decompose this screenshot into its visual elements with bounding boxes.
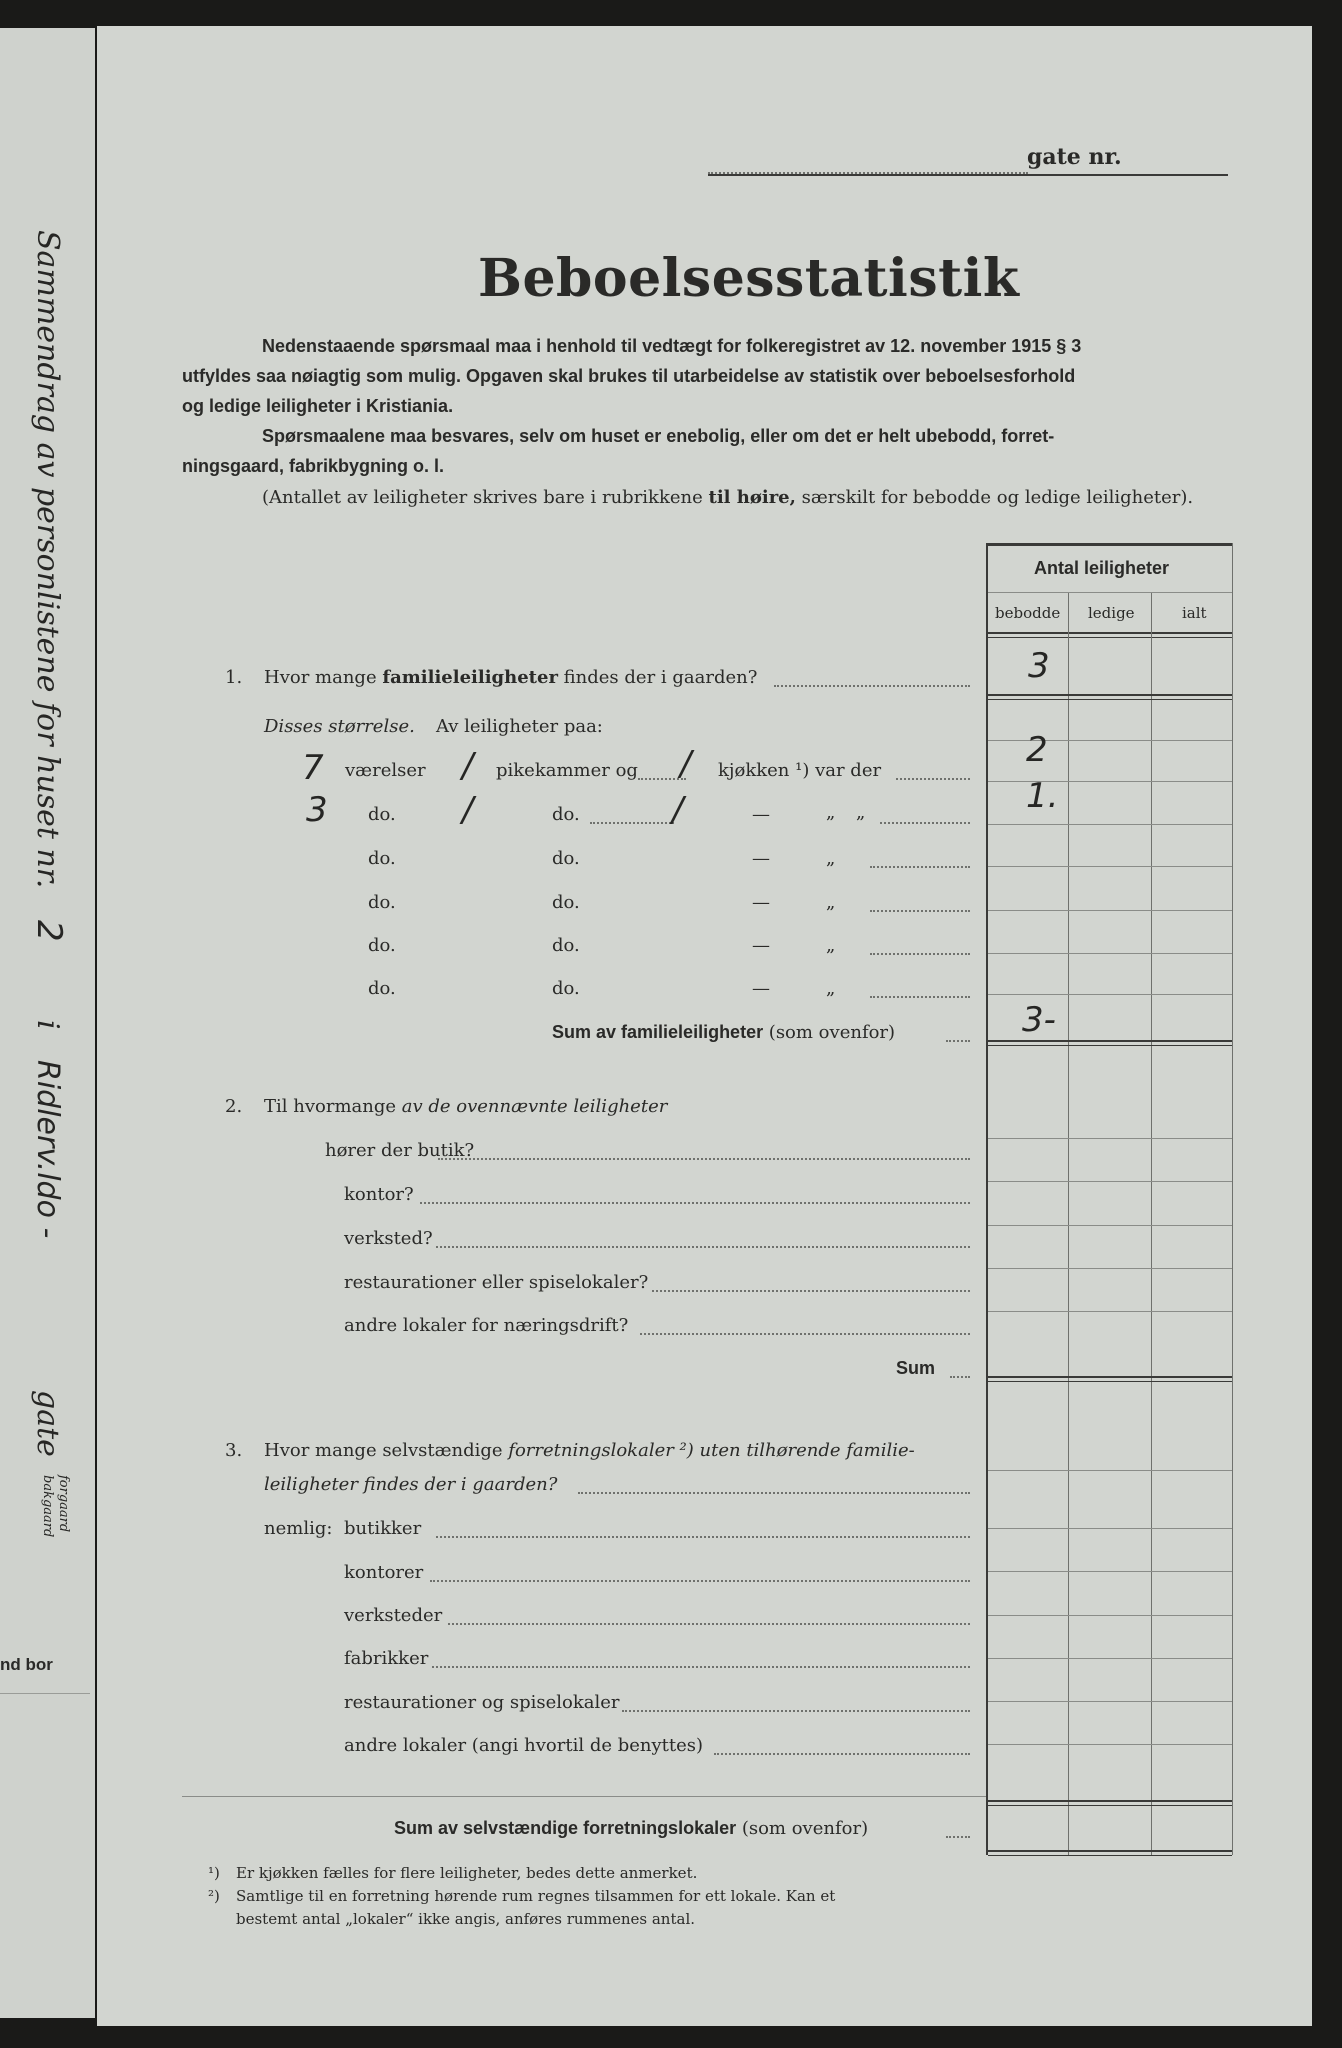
q1-text: [264, 667, 757, 688]
q1-number: 1.: [225, 667, 243, 688]
table-row-rule: [988, 1268, 1232, 1269]
q1-sum-a: Sum av familieleiligheter: [552, 1022, 764, 1042]
table-colhead-rule2: [988, 637, 1232, 638]
q2-number: 2.: [225, 1096, 243, 1117]
q1-empty-row-comma: „: [826, 892, 836, 913]
q3-item-restaurationer: restaurationer og spiselokaler: [344, 1692, 620, 1713]
table-row-rule: [988, 1311, 1232, 1312]
intro-p2-line1: Spørsmaalene maa besvares, selv om huset er enebolig, eller om det er helt ubebodd, forret-: [262, 426, 1055, 446]
q1-row1-hw-pike: /: [462, 746, 474, 786]
intro-p3: [262, 487, 1193, 508]
table-row-rule: [988, 740, 1232, 741]
q2-item-andre-dots: [640, 1333, 970, 1335]
table-row-rule: [988, 1528, 1232, 1529]
q2-item-restaurationer: restaurationer eller spiselokaler?: [344, 1272, 649, 1293]
q3-sum-separator: [182, 1796, 986, 1797]
q1-row2-comma: „: [826, 802, 836, 823]
q1-sizes-text: Av leiligheter paa:: [436, 716, 603, 737]
col-ialt: ialt: [1182, 604, 1207, 622]
table-row-rule: [988, 1138, 1232, 1139]
q1-row2-hw-pike: /: [462, 790, 474, 830]
q3-item-andre-dots: [714, 1753, 970, 1755]
intro-p3-a: (Antallet av leiligheter skrives bare i rubrikkene: [262, 487, 709, 508]
q1-empty-row-do-2: do.: [552, 935, 580, 956]
q3-text-line2: leiligheter findes der i gaarden?: [264, 1474, 558, 1495]
q2-item-butik: hører der butik?: [325, 1140, 475, 1161]
table-colhead-rule1: [988, 632, 1232, 634]
q1-sum-b: (som ovenfor): [763, 1022, 896, 1043]
table-double-rule: [988, 694, 1232, 696]
table-right-rule: [1232, 543, 1233, 1855]
side-caption-forgaard: forgaard: [56, 1475, 71, 1533]
q3-item-andre: andre lokaler (angi hvortil de benyttes): [344, 1735, 704, 1756]
footnote-2-marker: ²): [208, 1887, 220, 1905]
q2-text-a: Til hvormange: [264, 1096, 402, 1117]
q2-sum-dots: [950, 1376, 970, 1378]
q3-item-restaurationer-dots: [622, 1710, 970, 1712]
intro-p1-line1: Nedenstaaende spørsmaal maa i henhold til vedtægt for folkeregistret av 12. november 1915 § 3: [262, 336, 1082, 356]
q1-empty-row-dash: —: [752, 978, 770, 999]
side-caption-text: Sammendrag av personlistene for huset nr.: [30, 230, 65, 889]
q1-row1-dots-b: [896, 778, 970, 780]
q1-text-c: findes der i gaarden?: [557, 667, 758, 688]
q1-empty-row-dash: —: [752, 935, 770, 956]
q1-text-b: familieleiligheter: [382, 667, 558, 688]
q1-row1-hw-vaerelser: 7: [302, 748, 324, 788]
footnote-1-marker: ¹): [208, 1864, 220, 1882]
side-caption-svg: [28, 230, 71, 1630]
q2-text-b: av de ovennævnte leiligheter: [401, 1096, 668, 1117]
table-double-rule: [988, 699, 1232, 700]
q1-row2-dash: —: [752, 804, 770, 825]
q1-row1-kjokken: kjøkken ¹) var der: [718, 760, 882, 781]
q2-item-verksted-dots: [436, 1246, 970, 1248]
q1-row2-hw-bebodde: 1.: [1026, 776, 1059, 816]
footnote-2-line2: bestemt antal „lokaler“ ikke angis, anføres rummenes antal.: [236, 1910, 696, 1928]
side-caption-i: i: [30, 1020, 65, 1030]
col-sep-1: [1068, 593, 1069, 1855]
q1-empty-row-do-1: do.: [368, 978, 396, 999]
q1-empty-row-do-1: do.: [368, 892, 396, 913]
q2-item-restaurationer-dots: [652, 1290, 970, 1292]
side-caption: [28, 230, 71, 1630]
q1-hw-sum: 3-: [1022, 1000, 1056, 1040]
q1-sum: [552, 1022, 895, 1043]
table-row-rule: [988, 824, 1232, 825]
q1-row1-vaerelser: værelser: [345, 760, 426, 781]
table-row-rule: [988, 866, 1232, 867]
q3-number: 3.: [225, 1440, 243, 1461]
q3-item-kontorer: kontorer: [344, 1562, 424, 1583]
q1-row2-comma-b: „: [856, 802, 866, 823]
q3-item-kontorer-dots: [430, 1580, 970, 1582]
q3-item-verksteder: verksteder: [344, 1605, 443, 1626]
footnote-2-line1: Samtlige til en forretning hørende rum regnes tilsammen for ett lokale. Kan et: [236, 1887, 836, 1905]
q1-sizes-label: Disses størrelse.: [264, 716, 415, 737]
q3-item-butikker: butikker: [344, 1518, 422, 1539]
q3-item-fabrikker: fabrikker: [344, 1648, 429, 1669]
table-row-rule: [988, 953, 1232, 954]
q1-empty-row-comma: „: [826, 935, 836, 956]
table-double-rule: [988, 1800, 1232, 1802]
q1-row2-do-2: do.: [552, 804, 580, 825]
q1-empty-row-do-1: do.: [368, 848, 396, 869]
q1-row1-hw-kjokken: /: [680, 744, 692, 784]
col-ledige: ledige: [1088, 604, 1135, 622]
intro-p2-line2: ningsgaard, fabrikbygning o. l.: [182, 456, 445, 476]
side-divider: [0, 1693, 90, 1694]
q3-text-b: forretningslokaler ²) uten tilhørende familie-: [508, 1440, 915, 1461]
q3-sum-a: Sum av selvstændige forretningslokaler: [394, 1818, 737, 1838]
side-caption-house-number: 2: [29, 920, 69, 942]
q2-item-kontor: kontor?: [344, 1184, 414, 1205]
table-double-rule: [988, 1376, 1232, 1378]
q2-item-andre: andre lokaler for næringsdrift?: [344, 1315, 629, 1336]
q1-empty-row-dots: [870, 996, 970, 998]
q1-row1-pike: pikekammer og: [496, 760, 638, 781]
table-row-rule: [988, 1658, 1232, 1659]
table-row-rule: [988, 1615, 1232, 1616]
footnote-1: Er kjøkken fælles for flere leiligheter, bedes dette anmerket.: [236, 1864, 698, 1882]
table-header: Antal leiligheter: [1034, 558, 1170, 578]
table-double-rule: [988, 1805, 1232, 1806]
gate-underline: [708, 174, 1228, 176]
table-row-rule: [988, 994, 1232, 995]
q2-item-butik-dots: [438, 1158, 970, 1160]
intro-p1-line3: og ledige leiligheter i Kristiania.: [182, 396, 454, 416]
intro-p3-b: til høire,: [708, 487, 796, 508]
q1-empty-row-dots: [870, 910, 970, 912]
q1-row1-hw-bebodde: 2: [1026, 730, 1048, 770]
q3-sum: [394, 1818, 868, 1839]
table-row-rule: [988, 1571, 1232, 1572]
table-double-rule: [988, 1045, 1232, 1046]
q1-sum-dots: [946, 1040, 970, 1042]
table-row-rule: [988, 1701, 1232, 1702]
q2-text: [264, 1096, 667, 1117]
q3-item-fabrikker-dots: [432, 1666, 970, 1668]
q3-sum-b: (som ovenfor): [736, 1818, 869, 1839]
q3-item-verksteder-dots: [448, 1623, 970, 1625]
q3-line2-dots: [578, 1492, 970, 1494]
q1-dots: [774, 685, 970, 687]
table-double-rule: [988, 1850, 1232, 1852]
q3-text-a: Hvor mange selvstændige: [264, 1440, 509, 1461]
table-row-rule: [988, 1470, 1232, 1471]
table-row-rule: [988, 1225, 1232, 1226]
q3-text: [264, 1440, 915, 1461]
q1-row2-dots-a: [590, 822, 674, 824]
side-caption-bakgaard: bakgaard: [40, 1475, 55, 1538]
table-double-rule: [988, 1381, 1232, 1382]
table-row-rule: [988, 1181, 1232, 1182]
table-double-rule: [988, 1855, 1232, 1856]
side-caption-street: Ridlerv.ldo -: [30, 1060, 65, 1239]
q1-empty-row-do-2: do.: [552, 978, 580, 999]
col-bebodde: bebodde: [995, 604, 1061, 622]
table-row-rule: [988, 1744, 1232, 1745]
q3-item-butikker-dots: [436, 1536, 970, 1538]
q1-row2-hw-vaerelser: 3: [306, 790, 328, 830]
q1-row2-dots-b: [880, 822, 970, 824]
table-top-rule: [986, 543, 1232, 546]
col-sep-2: [1151, 593, 1152, 1855]
q2-item-kontor-dots: [420, 1202, 970, 1204]
q1-hw-total: 3: [1028, 646, 1050, 686]
q1-empty-row-dash: —: [752, 892, 770, 913]
table-header-rule: [988, 592, 1232, 593]
q1-row1-dots-a: [638, 778, 686, 780]
intro-p3-c: særskilt for bebodde og ledige leiligheter).: [795, 487, 1194, 508]
intro-p1-line2: utfyldes saa nøiagtig som mulig. Opgaven skal brukes til utarbeidelse av statistik over beboelsesforhold: [182, 366, 1076, 386]
q2-item-verksted: verksted?: [344, 1228, 433, 1249]
q1-empty-row-dots: [870, 866, 970, 868]
side-caption-gate: gate: [30, 1390, 65, 1457]
q1-row2-hw-kjokken: /: [672, 790, 684, 830]
table-row-rule: [988, 910, 1232, 911]
q1-empty-row-comma: „: [826, 848, 836, 869]
page-title: Beboelsesstatistik: [478, 248, 1020, 309]
q1-empty-row-dots: [870, 953, 970, 955]
table-double-rule: [988, 1040, 1232, 1042]
table-row-rule: [988, 781, 1232, 782]
q1-text-a: Hvor mange: [264, 667, 383, 688]
side-footer-text: nd bor: [0, 1655, 53, 1674]
q1-empty-row-comma: „: [826, 978, 836, 999]
gate-nr-label: gate nr.: [1027, 144, 1122, 170]
q1-row2-do-1: do.: [368, 804, 396, 825]
q1-empty-row-dash: —: [752, 848, 770, 869]
q3-nemlig: nemlig:: [264, 1518, 333, 1539]
q1-empty-row-do-1: do.: [368, 935, 396, 956]
q1-empty-row-do-2: do.: [552, 892, 580, 913]
q1-empty-row-do-2: do.: [552, 848, 580, 869]
q3-sum-dots: [946, 1836, 970, 1838]
q2-sum: Sum: [896, 1358, 936, 1378]
